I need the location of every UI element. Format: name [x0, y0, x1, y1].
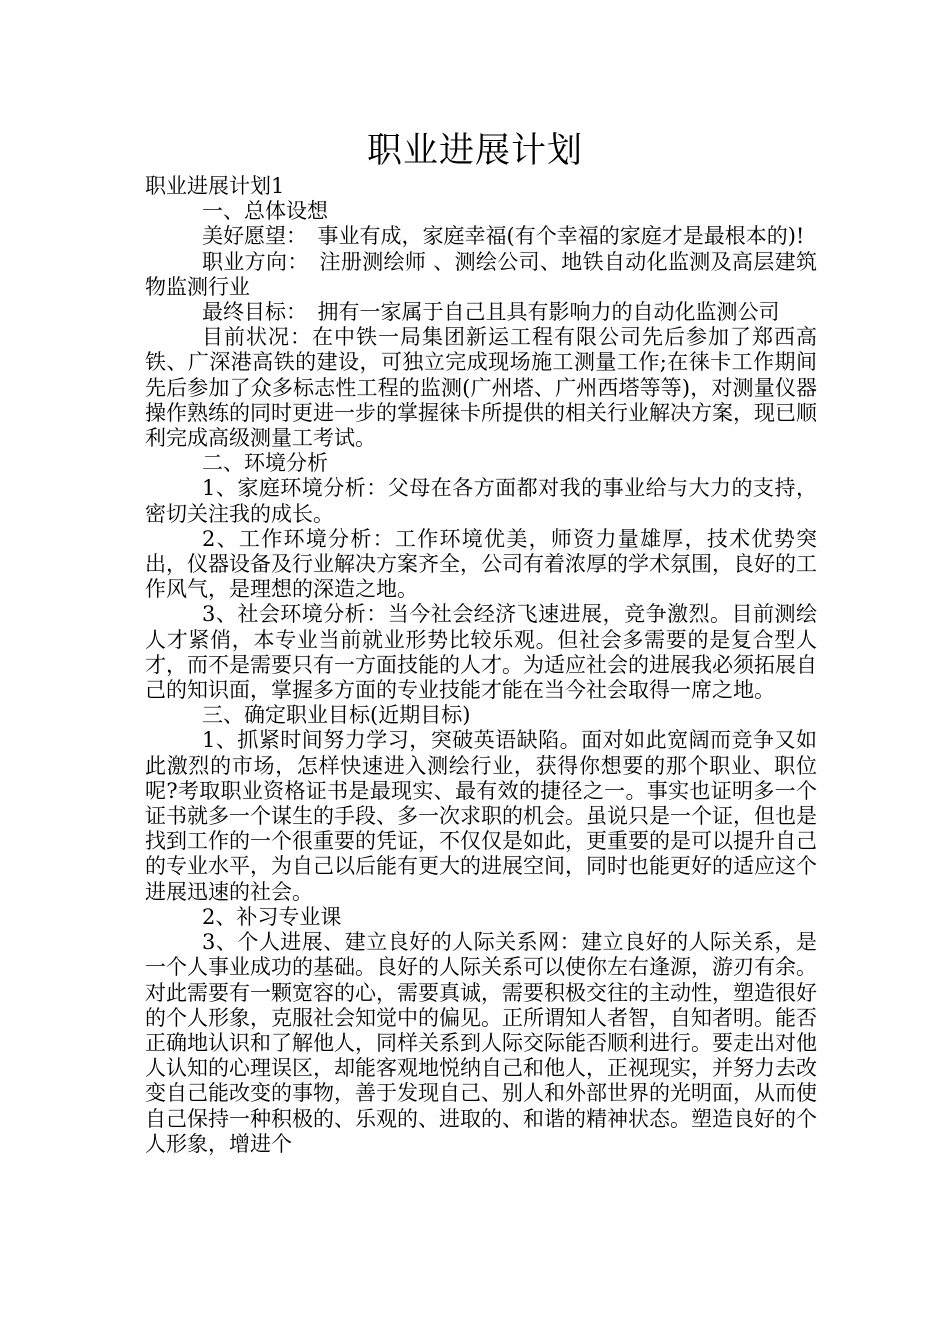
section-heading-environment-analysis: 二、环境分析 — [202, 451, 328, 476]
paragraph-study-english: 1、抓紧时间努力学习，突破英语缺陷。面对如此宽阔而竞争又如此激烈的市场，怎样快速进入测绘行业，获得你想要的那个职业、职位呢?考取职业资格证书是最现实、最有效的捷径之一。事实也证明多一个证书就多一个谋生的手段、多一次求职的机会。虽说只是一个证，但也是找到工作的一个很重要的凭证，不仅仅是如此，更重要的是可以提升自己的专业水平，为自己以后能有更大的进展空间，同时也能更好的适应这个进展迅速的社会。 — [145, 728, 817, 904]
document-body — [145, 174, 817, 1157]
paragraph-current-status: 目前状况：在中铁一局集团新运工程有限公司先后参加了郑西高铁、广深港高铁的建设，可独立完成现场施工测量工作;在徕卡工作期间先后参加了众多标志性工程的监测(广州塔、广州西塔等等)，对测量仪器操作熟练的同时更进一步的掌握徕卡所提供的相关行业解决方案，现已顺利完成高级测量工考试。 — [145, 325, 817, 451]
paragraph-professional-courses: 2、补习专业课 — [202, 904, 342, 929]
section-heading-career-goals: 三、确定职业目标(近期目标) — [202, 703, 471, 728]
paragraph-wish: 美好愿望： 事业有成，家庭幸福(有个幸福的家庭才是最根本的)! — [202, 224, 805, 249]
document-title: 职业进展计划 — [366, 131, 583, 171]
paragraph-final-goal: 最终目标： 拥有一家属于自己且具有影响力的自动化监测公司 — [202, 300, 780, 325]
document-subtitle: 职业进展计划1 — [145, 174, 285, 198]
section-heading-overall-plan: 一、总体设想 — [202, 199, 328, 224]
paragraph-career-direction: 职业方向： 注册测绘师 、测绘公司、地铁自动化监测及高层建筑物监测行业 — [145, 249, 817, 299]
paragraph-family-environment: 1、家庭环境分析：父母在各方面都对我的事业给与大力的支持，密切关注我的成长。 — [145, 476, 817, 526]
paragraph-social-environment: 3、社会环境分析：当今社会经济飞速进展，竞争激烈。目前测绘人才紧俏，本专业当前就业形势比较乐观。但社会多需要的是复合型人才，而不是需要只有一方面技能的人才。为适应社会的进展我必须拓展自己的知识面，掌握多方面的专业技能才能在当今社会取得一席之地。 — [145, 602, 817, 703]
paragraph-work-environment: 2、工作环境分析：工作环境优美，师资力量雄厚，技术优势突出，仪器设备及行业解决方案齐全，公司有着浓厚的学术氛围，良好的工作风气，是理想的深造之地。 — [145, 526, 817, 602]
paragraph-interpersonal-network: 3、个人进展、建立良好的人际关系网：建立良好的人际关系，是一个人事业成功的基础。良好的人际关系可以使你左右逢源，游刃有余。对此需要有一颗宽容的心，需要真诚，需要积极交往的主动性，塑造很好的个人形象，克服社会知觉中的偏见。正所谓知人者智，自知者明。能否正确地认识和了解他人，同样关系到人际交际能否顺利进行。要走出对他人认知的心理误区，却能客观地悦纳自己和他人，正视现实，并努力去改变自己能改变的事物，善于发现自己、别人和外部世界的光明面，从而使自己保持一种积极的、乐观的、进取的、和谐的精神状态。塑造良好的个人形象，增进个 — [145, 930, 817, 1156]
